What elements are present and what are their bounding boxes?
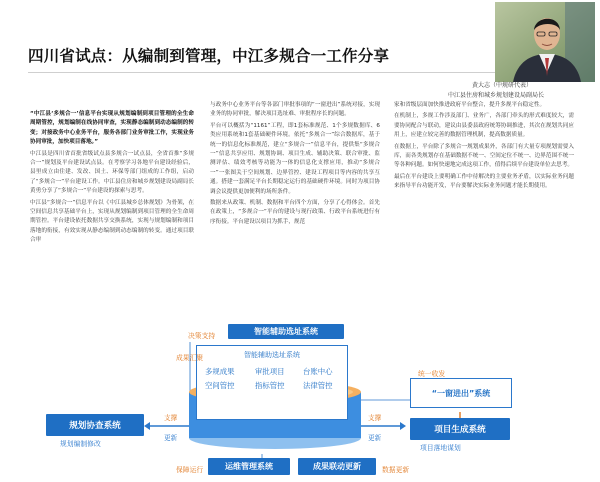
label-guarantee: 保障运行 [176, 466, 204, 474]
label-results: 成果汇聚 [176, 354, 204, 362]
panel-item: 台账中心 [303, 367, 333, 376]
body-paragraph: 平台可以概括为“1161”工程，即1套标准规范、1个多规数据库、6类应用系统和1套基础硬件环境。依托“多规合一”综合数据库，基于统一的信息化标准规范，建立“多规合一”信息平台，提供集“多规合一”信息共享应用、规划协调、项目生成、辅助决策、联合审批、监测评估、绩效考核等功能为一体的信息化支撑应用，推动“多规合一”一张图关于空间规划、边界管控、建设工程项目等内容的共享互通。搭建一套满足平台长期稳定运行的基础硬件环境。同时为项目协调会议提供更加便利的场所条件。 [210, 122, 380, 195]
label-update-left: 更新 [164, 434, 178, 442]
label-project-dev: 项目落地谋划 [420, 444, 461, 452]
box-ops-management: 运维管理系统 [208, 458, 290, 475]
panel-item: 审批项目 [255, 367, 285, 376]
panel-item: 多规成果 [205, 367, 235, 376]
label-decision-support: 决策支持 [188, 332, 216, 340]
database-title: 多规合一综合数据库 [226, 404, 330, 417]
body-paragraph: 数据来从政策、机制、数据和平台四个方面，分享了心得体会。首先在政策上，“多规合一”平台的建设与现行政策、行政平台系统进行有序衔接。平台建设以项目为抓手，规范 [210, 200, 380, 225]
body-paragraph: 在数据上，平台除了多规合一规划成果外，各部门有大量专项规划需要入库，而各类规划存在基础数据不统一、空间定位不统一、边界范围不统一等各种问题。如何快速地完成这项工作，值得后续平台建设单位去思考。 [394, 143, 574, 169]
speaker-role: 中江县住房和城乡规划建设局副局长 [448, 92, 545, 99]
body-paragraph: 与政务中心业务平台等各部门审批事项的“一窗进出”系统对接，实现业务的协同审批，解决项目选址难、审批程序长的问题。 [210, 102, 380, 118]
body-paragraph: 家和省级层面加快推进政府平台整合，提升多规平台稳定性。 [394, 102, 546, 108]
body-paragraph: 中江县“多规合一”信息平台以《中江县城乡总体规划》为骨架，在空间信息共享基础平台上，实现从规划编制到项目管理的全生命周期管控。平台建设依托数据共享交换系统，实现与规划编制和项目落地的衔接，有效实现从静态编制到动态编制的转变。通过项目联合审 [30, 199, 194, 244]
lead-paragraph: “中江县‘多规合一’信息平台实现从规划编制到项目管理的全生命周期管控，规划编制在线协同审查，实现静态编制到动态编制的转变；对接政务中心业务平台，服务各部门业务审批工作，实现业务协同审批，加快项目落地。” [30, 111, 194, 146]
body-paragraph: 最后在平台建设上要明确工作中待解决的主要业务矛盾，以实际业务问题来指导平台功能开发，平台要解决实际业务问题才能长期使用。 [394, 173, 574, 190]
label-support-right: 支撑 [368, 414, 382, 422]
panel-title: 智能辅助选址系统 [244, 351, 300, 359]
box-one-window: “一窗进出”系统 [410, 378, 512, 408]
label-update-right: 更新 [368, 434, 382, 442]
box-project-generation: 项目生成系统 [410, 418, 510, 440]
label-data-update: 数据更新 [382, 466, 410, 474]
label-unified-collect: 统一收发 [418, 370, 446, 378]
body-paragraph: 中江县是四川省首批省级试点县多规合一试点县，全省首推“多规合一”规划及平台建设试点县。在考察学习各地平台建设经验后，县里成立由住建、发改、国土、环保等部门组成的工作组，启动了“多规合一”平台建设工作。中江县住房和城乡规划建设局副局长黄勇分享了“多规合一”平台建设的探索与思考。 [30, 150, 194, 195]
panel-item: 空间管控 [205, 381, 235, 390]
body-paragraph: 在机制上，多规工作涉及部门、业务广，各部门牵头的形式难度较大，需要协同配合与联动，建议由县委县政府统筹协调推进，其次在规划共同应用上，应建立较完善的数据管理机制，提高数据质量。 [394, 113, 574, 139]
speaker-name: 黄大志（中规研代表） [472, 82, 533, 89]
box-planning-check: 规划协查系统 [46, 414, 144, 436]
panel-item: 指标管控 [255, 381, 285, 390]
panel-item: 法律管控 [303, 381, 333, 390]
box-site-selection: 智能辅助选址系统 [228, 324, 344, 339]
label-support-left: 支撑 [164, 414, 178, 422]
label-planning-edit: 规划编制修改 [60, 440, 101, 448]
box-result-linkage: 成果联动更新 [298, 458, 376, 475]
article-title: 四川省试点：从编制到管理，中江多规合一工作分享 [28, 47, 390, 65]
